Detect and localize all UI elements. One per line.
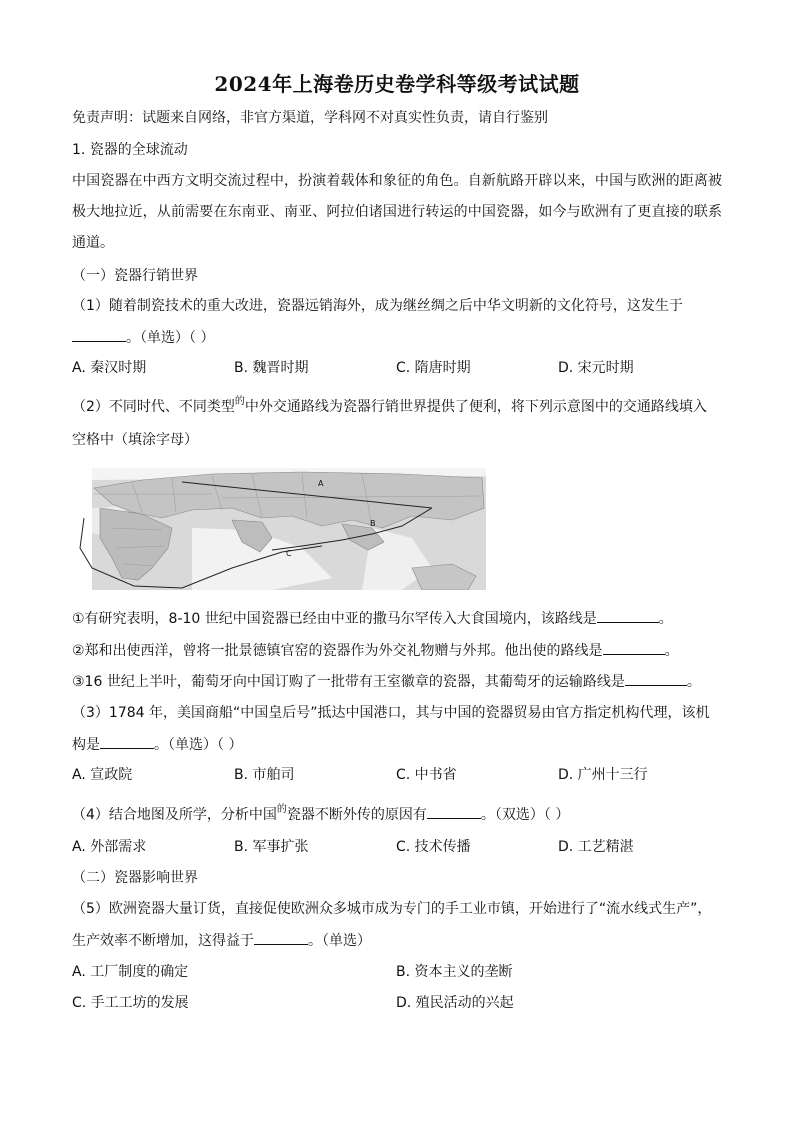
q5-option-a[interactable]: A. 工厂制度的确定 (72, 964, 189, 980)
q5-stem: （5）欧洲瓷器大量订货，直接促使欧洲众多城市成为专门的手工业市镇，开始进行了“流水线式生产”， (72, 901, 712, 917)
q3-option-b[interactable]: B. 市舶司 (234, 767, 295, 783)
route-label-a: A (318, 479, 324, 488)
q2-stem: （2）不同时代、不同类型$^的$中外交通路线为瓷器行销世界提供了便利，将下列示意图中的交通路线填入 (72, 396, 707, 415)
answer-blank[interactable] (597, 608, 659, 623)
q3-stem-line2: 构是 。（单选）（ ） (72, 734, 242, 755)
route-label-b: B (370, 519, 376, 528)
q1-option-b[interactable]: B. 魏晋时期 (234, 360, 309, 376)
page-title: 2024年上海卷历史卷学科等级考试试题 (214, 72, 580, 96)
q4-stem: （4）结合地图及所学，分析中国$^的$瓷器不断外传的原因有 。（双选）（ ） (72, 804, 570, 823)
part1-title: （一）瓷器行销世界 (72, 268, 198, 284)
q1-option-a[interactable]: A. 秦汉时期 (72, 360, 147, 376)
q4-option-b[interactable]: B. 军事扩张 (234, 839, 309, 855)
q2-item-3: ③16 世纪上半叶，葡萄牙向中国订购了一批带有王室徽章的瓷器，其葡萄牙的运输路线是 。 (72, 671, 701, 692)
answer-blank[interactable] (603, 640, 665, 655)
q4-option-c[interactable]: C. 技术传播 (396, 839, 471, 855)
q4-option-a[interactable]: A. 外部需求 (72, 839, 147, 855)
intro-paragraph: 中国瓷器在中西方文明交流过程中，扮演着载体和象征的角色。自新航路开辟以来，中国与欧洲的距离被极大地拉近，从前需要在东南亚、南亚、阿拉伯诸国进行转运的中国瓷器，如今与欧洲有了更直接的联系通道。 (72, 173, 722, 251)
q2-item-2: ②郑和出使西洋，曾将一批景德镇官窑的瓷器作为外交礼物赠与外邦。他出使的路线是 。 (72, 640, 679, 661)
answer-blank[interactable] (254, 930, 308, 945)
q1-option-c[interactable]: C. 隋唐时期 (396, 360, 471, 376)
q5-option-d[interactable]: D. 殖民活动的兴起 (396, 995, 514, 1011)
route-label-c: C (286, 549, 292, 558)
q1-option-d[interactable]: D. 宋元时期 (558, 360, 634, 376)
q3-option-c[interactable]: C. 中书省 (396, 767, 457, 783)
disclaimer: 免责声明：试题来自网络，非官方渠道，学科网不对真实性负责，请自行鉴别 (72, 110, 548, 126)
q3-option-a[interactable]: A. 宣政院 (72, 767, 133, 783)
q2-stem-line2: 空格中（填涂字母） (72, 432, 198, 448)
q5-stem-line2: 生产效率不断增加，这得益于 。（单选） (72, 930, 371, 951)
q1-stem: （1）随着制瓷技术的重大改进，瓷器远销海外，成为继丝绸之后中华文明新的文化符号，这发生于 (72, 298, 683, 314)
q5-option-b[interactable]: B. 资本主义的垄断 (396, 964, 513, 980)
answer-blank[interactable] (625, 671, 687, 686)
answer-blank[interactable] (100, 734, 154, 749)
q3-option-d[interactable]: D. 广州十三行 (558, 767, 648, 783)
q1-suffix: 。（单选）（ ） (126, 330, 215, 346)
q3-stem: （3）1784 年，美国商船“中国皇后号”抵达中国港口，其与中国的瓷器贸易由官方指定机构代理，该机 (72, 705, 710, 721)
q2-item-1: ①有研究表明，8-10 世纪中国瓷器已经由中亚的撒马尔罕传入大食国境内，该路线是 。 (72, 608, 673, 629)
q1-stem-line2 (72, 327, 214, 348)
part2-title: （二）瓷器影响世界 (72, 870, 198, 886)
section-title: 1. 瓷器的全球流动 (72, 142, 188, 158)
answer-blank[interactable] (72, 327, 126, 342)
q4-option-d[interactable]: D. 工艺精湛 (558, 839, 634, 855)
q5-option-c[interactable]: C. 手工工坊的发展 (72, 995, 189, 1011)
route-map (72, 468, 486, 590)
answer-blank[interactable] (427, 804, 481, 819)
